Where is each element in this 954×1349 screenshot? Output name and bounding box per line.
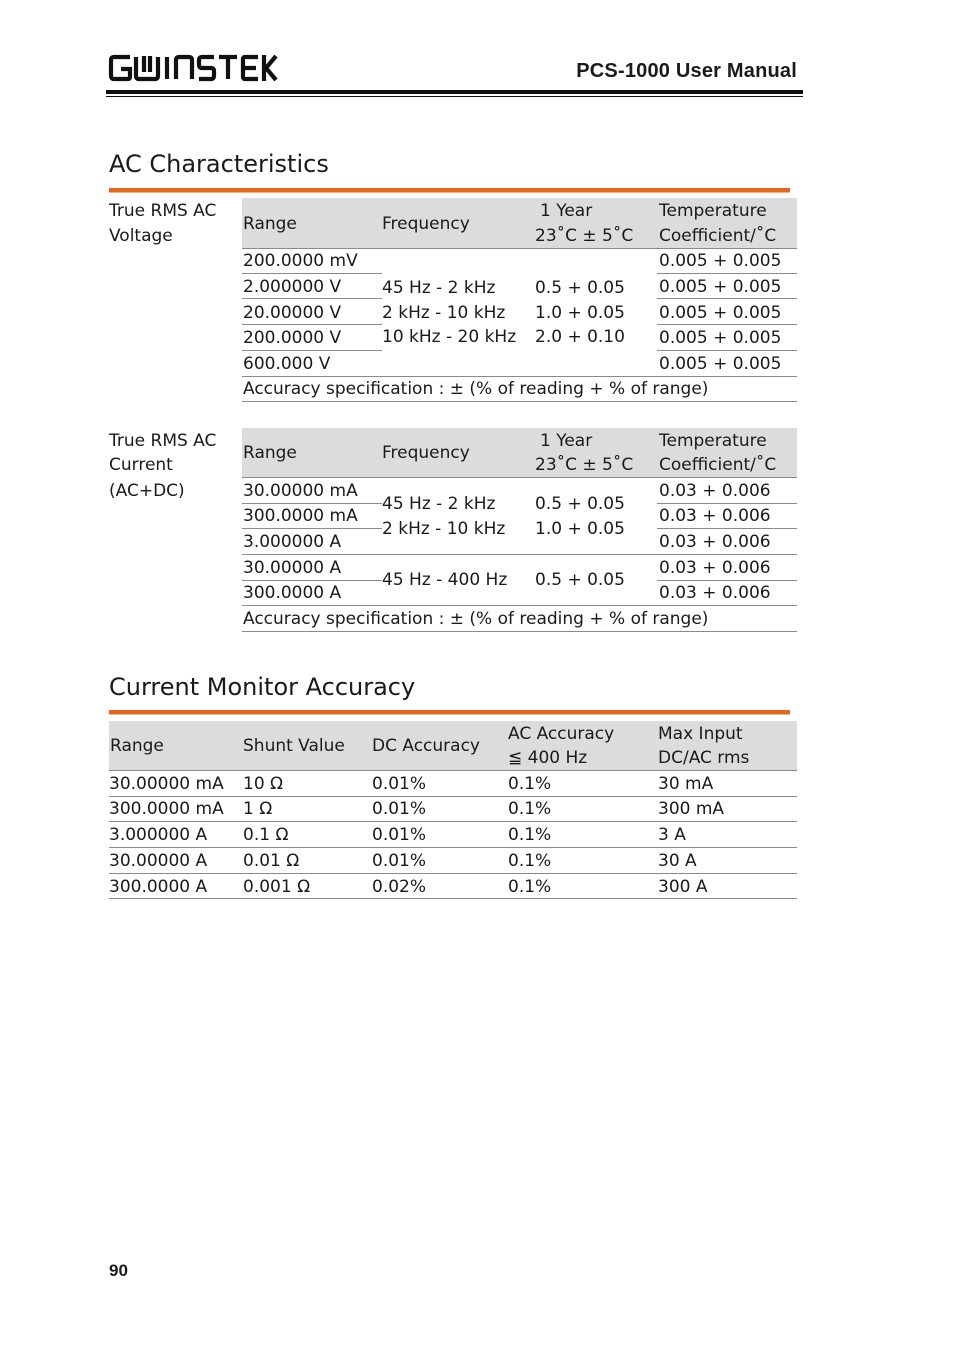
header-rule — [242, 477, 797, 478]
header-range: Range — [110, 736, 164, 756]
range-cell: 300.0000 mA — [109, 799, 224, 819]
frequency-cell: 2 kHz - 10 kHz — [382, 519, 506, 539]
range-cell: 2.000000 V — [243, 277, 342, 297]
ac-accuracy-cell: 0.1% — [508, 877, 552, 897]
temp-coeff-cell: 0.03 + 0.006 — [659, 506, 771, 526]
range-cell: 200.0000 V — [243, 328, 342, 348]
temp-coeff-cell: 0.005 + 0.005 — [659, 354, 782, 374]
temp-coeff-cell: 0.005 + 0.005 — [659, 251, 782, 271]
accuracy-footnote: Accuracy specification : ± (% of reading + % of range) — [243, 609, 709, 629]
range-cell: 200.0000 mV — [243, 251, 358, 271]
header-rule-thin — [106, 96, 803, 97]
dc-accuracy-cell: 0.01% — [372, 774, 427, 794]
row-rule — [657, 350, 797, 351]
accuracy-cell: 0.5 + 0.05 — [535, 570, 625, 590]
header-23c: 23˚C ± 5˚C — [535, 455, 634, 475]
dc-accuracy-cell: 0.02% — [372, 877, 427, 897]
header-23c: 23˚C ± 5˚C — [535, 226, 634, 246]
dc-accuracy-cell: 0.01% — [372, 799, 427, 819]
header-rule — [106, 90, 803, 94]
range-cell: 30.00000 mA — [243, 481, 358, 501]
range-cell: 300.0000 A — [109, 877, 208, 897]
range-cell: 20.00000 V — [243, 303, 342, 323]
range-cell: 30.00000 A — [109, 851, 208, 871]
row-rule — [242, 350, 382, 351]
row-rule — [657, 528, 797, 529]
max-input-cell: 3 A — [658, 825, 686, 845]
frequency-cell: 45 Hz - 400 Hz — [382, 570, 508, 590]
temp-coeff-cell: 0.005 + 0.005 — [659, 303, 782, 323]
shunt-cell: 0.001 Ω — [243, 877, 311, 897]
voltage-side-label-line1: True RMS AC — [109, 201, 217, 221]
manual-title: PCS-1000 User Manual — [576, 60, 797, 82]
range-cell: 3.000000 A — [109, 825, 208, 845]
temp-coeff-cell: 0.03 + 0.006 — [659, 532, 771, 552]
range-cell: 30.00000 A — [243, 558, 342, 578]
temp-coeff-cell: 0.03 + 0.006 — [659, 481, 771, 501]
range-cell: 3.000000 A — [243, 532, 342, 552]
dc-accuracy-cell: 0.01% — [372, 825, 427, 845]
max-input-cell: 30 mA — [658, 774, 714, 794]
temp-coeff-cell: 0.03 + 0.006 — [659, 558, 771, 578]
accuracy-cell: 1.0 + 0.05 — [535, 303, 625, 323]
section-rule — [109, 710, 790, 714]
header-range: Range — [243, 443, 297, 463]
temp-coeff-cell: 0.005 + 0.005 — [659, 277, 782, 297]
row-rule — [242, 298, 382, 299]
row-rule — [657, 298, 797, 299]
current-side-label-line2: Current — [109, 455, 173, 475]
header-dc-ac-rms: DC/AC rms — [658, 748, 750, 768]
gw-instek-logo — [108, 52, 278, 84]
header-1-year: 1 Year — [540, 431, 593, 451]
row-rule — [657, 580, 797, 581]
ac-accuracy-cell: 0.1% — [508, 799, 552, 819]
header-temperature: Temperature — [659, 431, 767, 451]
row-rule — [242, 503, 382, 504]
header-frequency: Frequency — [382, 443, 470, 463]
dc-accuracy-cell: 0.01% — [372, 851, 427, 871]
row-rule — [242, 605, 797, 606]
header-range: Range — [243, 214, 297, 234]
table-bottom-rule — [109, 898, 797, 899]
accuracy-cell: 0.5 + 0.05 — [535, 278, 625, 298]
temp-coeff-cell: 0.03 + 0.006 — [659, 583, 771, 603]
row-rule — [657, 503, 797, 504]
frequency-cell: 2 kHz - 10 kHz — [382, 303, 506, 323]
header-coefficient: Coefficient/˚C — [659, 455, 777, 475]
header-max-input: Max Input — [658, 724, 743, 744]
row-rule — [242, 528, 382, 529]
shunt-cell: 10 Ω — [243, 774, 284, 794]
frequency-cell: 45 Hz - 2 kHz — [382, 278, 496, 298]
row-rule — [109, 847, 797, 848]
range-cell: 600.000 V — [243, 354, 331, 374]
header-coefficient: Coefficient/˚C — [659, 226, 777, 246]
range-cell: 30.00000 mA — [109, 774, 224, 794]
frequency-cell: 10 kHz - 20 kHz — [382, 327, 517, 347]
max-input-cell: 30 A — [658, 851, 697, 871]
max-input-cell: 300 mA — [658, 799, 725, 819]
ac-accuracy-cell: 0.1% — [508, 774, 552, 794]
shunt-cell: 0.01 Ω — [243, 851, 300, 871]
header-rule — [109, 770, 797, 771]
table-bottom-rule — [242, 401, 797, 402]
header-temperature: Temperature — [659, 201, 767, 221]
ac-accuracy-cell: 0.1% — [508, 825, 552, 845]
max-input-cell: 300 A — [658, 877, 708, 897]
row-rule — [657, 324, 797, 325]
voltage-side-label-line2: Voltage — [109, 226, 173, 246]
accuracy-cell: 2.0 + 0.10 — [535, 327, 625, 347]
accuracy-footnote: Accuracy specification : ± (% of reading + % of range) — [243, 379, 709, 399]
range-cell: 300.0000 A — [243, 583, 342, 603]
row-rule — [109, 873, 797, 874]
ac-characteristics-heading: AC Characteristics — [109, 150, 329, 178]
header-ac-400hz: ≦ 400 Hz — [508, 748, 588, 768]
temp-coeff-cell: 0.005 + 0.005 — [659, 328, 782, 348]
section-rule — [109, 188, 790, 192]
row-rule — [242, 324, 382, 325]
accuracy-cell: 1.0 + 0.05 — [535, 519, 625, 539]
shunt-cell: 1 Ω — [243, 799, 273, 819]
shunt-cell: 0.1 Ω — [243, 825, 289, 845]
header-frequency: Frequency — [382, 214, 470, 234]
header-shunt-value: Shunt Value — [243, 736, 345, 756]
table-bottom-rule — [242, 631, 797, 632]
row-rule — [109, 821, 797, 822]
range-cell: 300.0000 mA — [243, 506, 358, 526]
row-rule — [242, 580, 382, 581]
current-side-label-line3: (AC+DC) — [109, 481, 185, 501]
frequency-cell: 45 Hz - 2 kHz — [382, 494, 496, 514]
row-rule — [242, 273, 382, 274]
row-rule — [657, 273, 797, 274]
accuracy-cell: 0.5 + 0.05 — [535, 494, 625, 514]
header-1-year: 1 Year — [540, 201, 593, 221]
current-monitor-heading: Current Monitor Accuracy — [109, 673, 416, 701]
row-rule — [242, 554, 797, 555]
current-side-label-line1: True RMS AC — [109, 431, 217, 451]
page-number: 90 — [109, 1261, 128, 1280]
header-dc-accuracy: DC Accuracy — [372, 736, 480, 756]
ac-accuracy-cell: 0.1% — [508, 851, 552, 871]
header-ac-accuracy: AC Accuracy — [508, 724, 615, 744]
